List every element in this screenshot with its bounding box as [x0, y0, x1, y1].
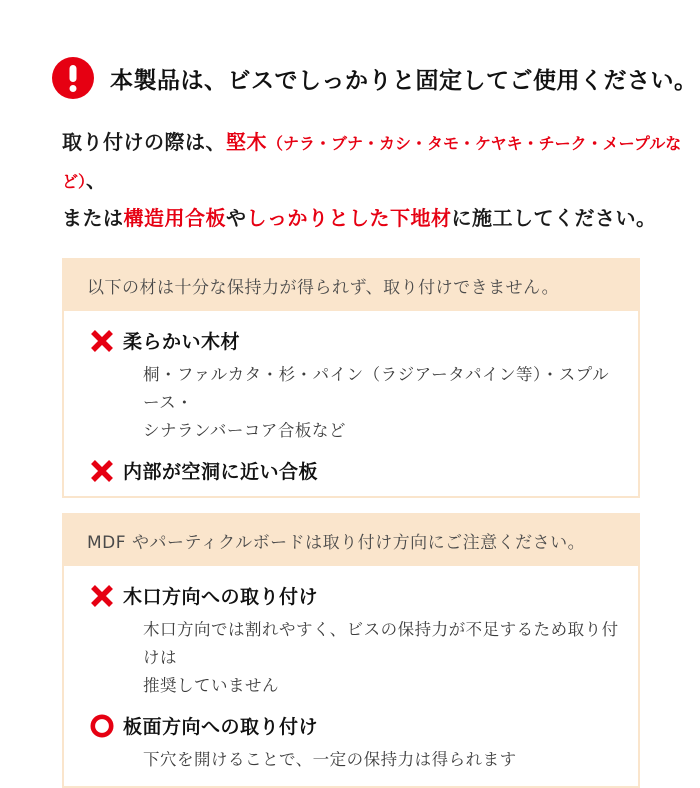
cross-icon: [90, 329, 114, 353]
list-item: [90, 327, 620, 354]
item-description: 桐・ファルカタ・杉・パイン（ラジアータパイン等）・スプルース・ シナランバーコア合板など: [143, 365, 610, 440]
install-instructions: [62, 124, 700, 236]
item-title: 柔らかい木材: [123, 331, 241, 353]
mdf-direction-box: [62, 513, 640, 788]
circle-ok-icon: [90, 714, 114, 738]
exclamation-circle-icon: [52, 57, 94, 99]
install-instructions-line-2: または構造用合板やしっかりとした下地材に施工してください。: [62, 206, 657, 230]
headline-row: [52, 56, 698, 100]
item-description: 木口方向では割れやすく、ビスの保持力が不足するため取り付けは 推奨していません: [143, 620, 619, 695]
unsuitable-materials-header: 以下の材は十分な保持力が得られず、取り付けできません。: [64, 260, 638, 311]
item-title: 板面方向への取り付け: [123, 716, 319, 738]
list-item: [90, 712, 620, 739]
headline-text: 本製品は、ビスでしっかりと固定してご使用ください。: [110, 67, 698, 94]
item-title: 内部が空洞に近い合板: [123, 461, 319, 483]
list-item: [90, 457, 620, 484]
unsuitable-materials-box: [62, 258, 640, 498]
item-description: 下穴を開けることで、一定の保持力は得られます: [143, 750, 517, 769]
cross-icon: [90, 584, 114, 608]
item-title: 木口方向への取り付け: [123, 586, 319, 608]
list-item: [90, 582, 620, 609]
mdf-direction-header: MDF やパーティクルボードは取り付け方向にご注意ください。: [64, 515, 638, 566]
install-instructions-line-1: 取り付けの際は、堅木（ナラ・ブナ・カシ・タモ・ケヤキ・チーク・メープルなど）、: [62, 130, 682, 192]
cross-icon: [90, 459, 114, 483]
